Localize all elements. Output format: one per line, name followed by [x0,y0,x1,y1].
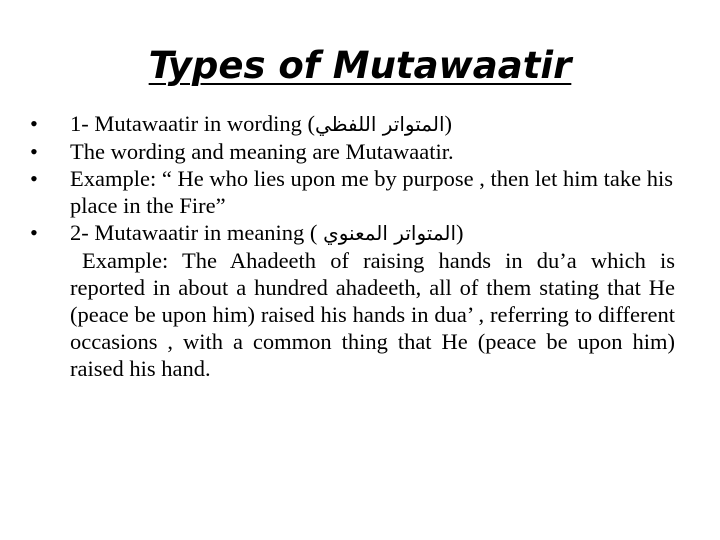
bullet-text-post: ) [444,111,453,136]
bullet-text-pre: 2- Mutawaatir in meaning ( [70,220,324,245]
arabic-term-verbal: المتواتر اللفظي [314,112,445,136]
slide-title: Types of Mutawaatir [148,44,572,87]
bullet-icon: • [30,111,38,136]
example-paragraph: Example: The Ahadeeth of raising hands in du’a which is reported in about a hundred ahadeeth, all of them stating that He (peace be upon him) raised his hands in dua’ , referring to different occasions , with a common thing that He (peace be upon him) raised his hand. [70,248,675,381]
bullet-text-post: ) [456,220,464,245]
bullet-item-verbal-mutawaatir [30,110,675,138]
bullet-icon: • [30,139,38,164]
bullet-text: Example: “ He who lies upon me by purpose , then let him take his place in the Fire” [70,166,673,218]
bullet-icon: • [30,220,38,245]
bullet-text: The wording and meaning are Mutawaatir. [70,139,454,164]
arabic-term-meaning: المتواتر المعنوي [323,221,457,245]
slide-body [30,110,675,382]
bullet-item-meaning-mutawaatir [30,219,675,247]
bullet-item-example-hadith [30,165,675,219]
bullet-text-pre: 1- Mutawaatir in wording ( [70,111,315,136]
bullet-icon: • [30,166,38,191]
bullet-item-wording-meaning [30,138,675,165]
